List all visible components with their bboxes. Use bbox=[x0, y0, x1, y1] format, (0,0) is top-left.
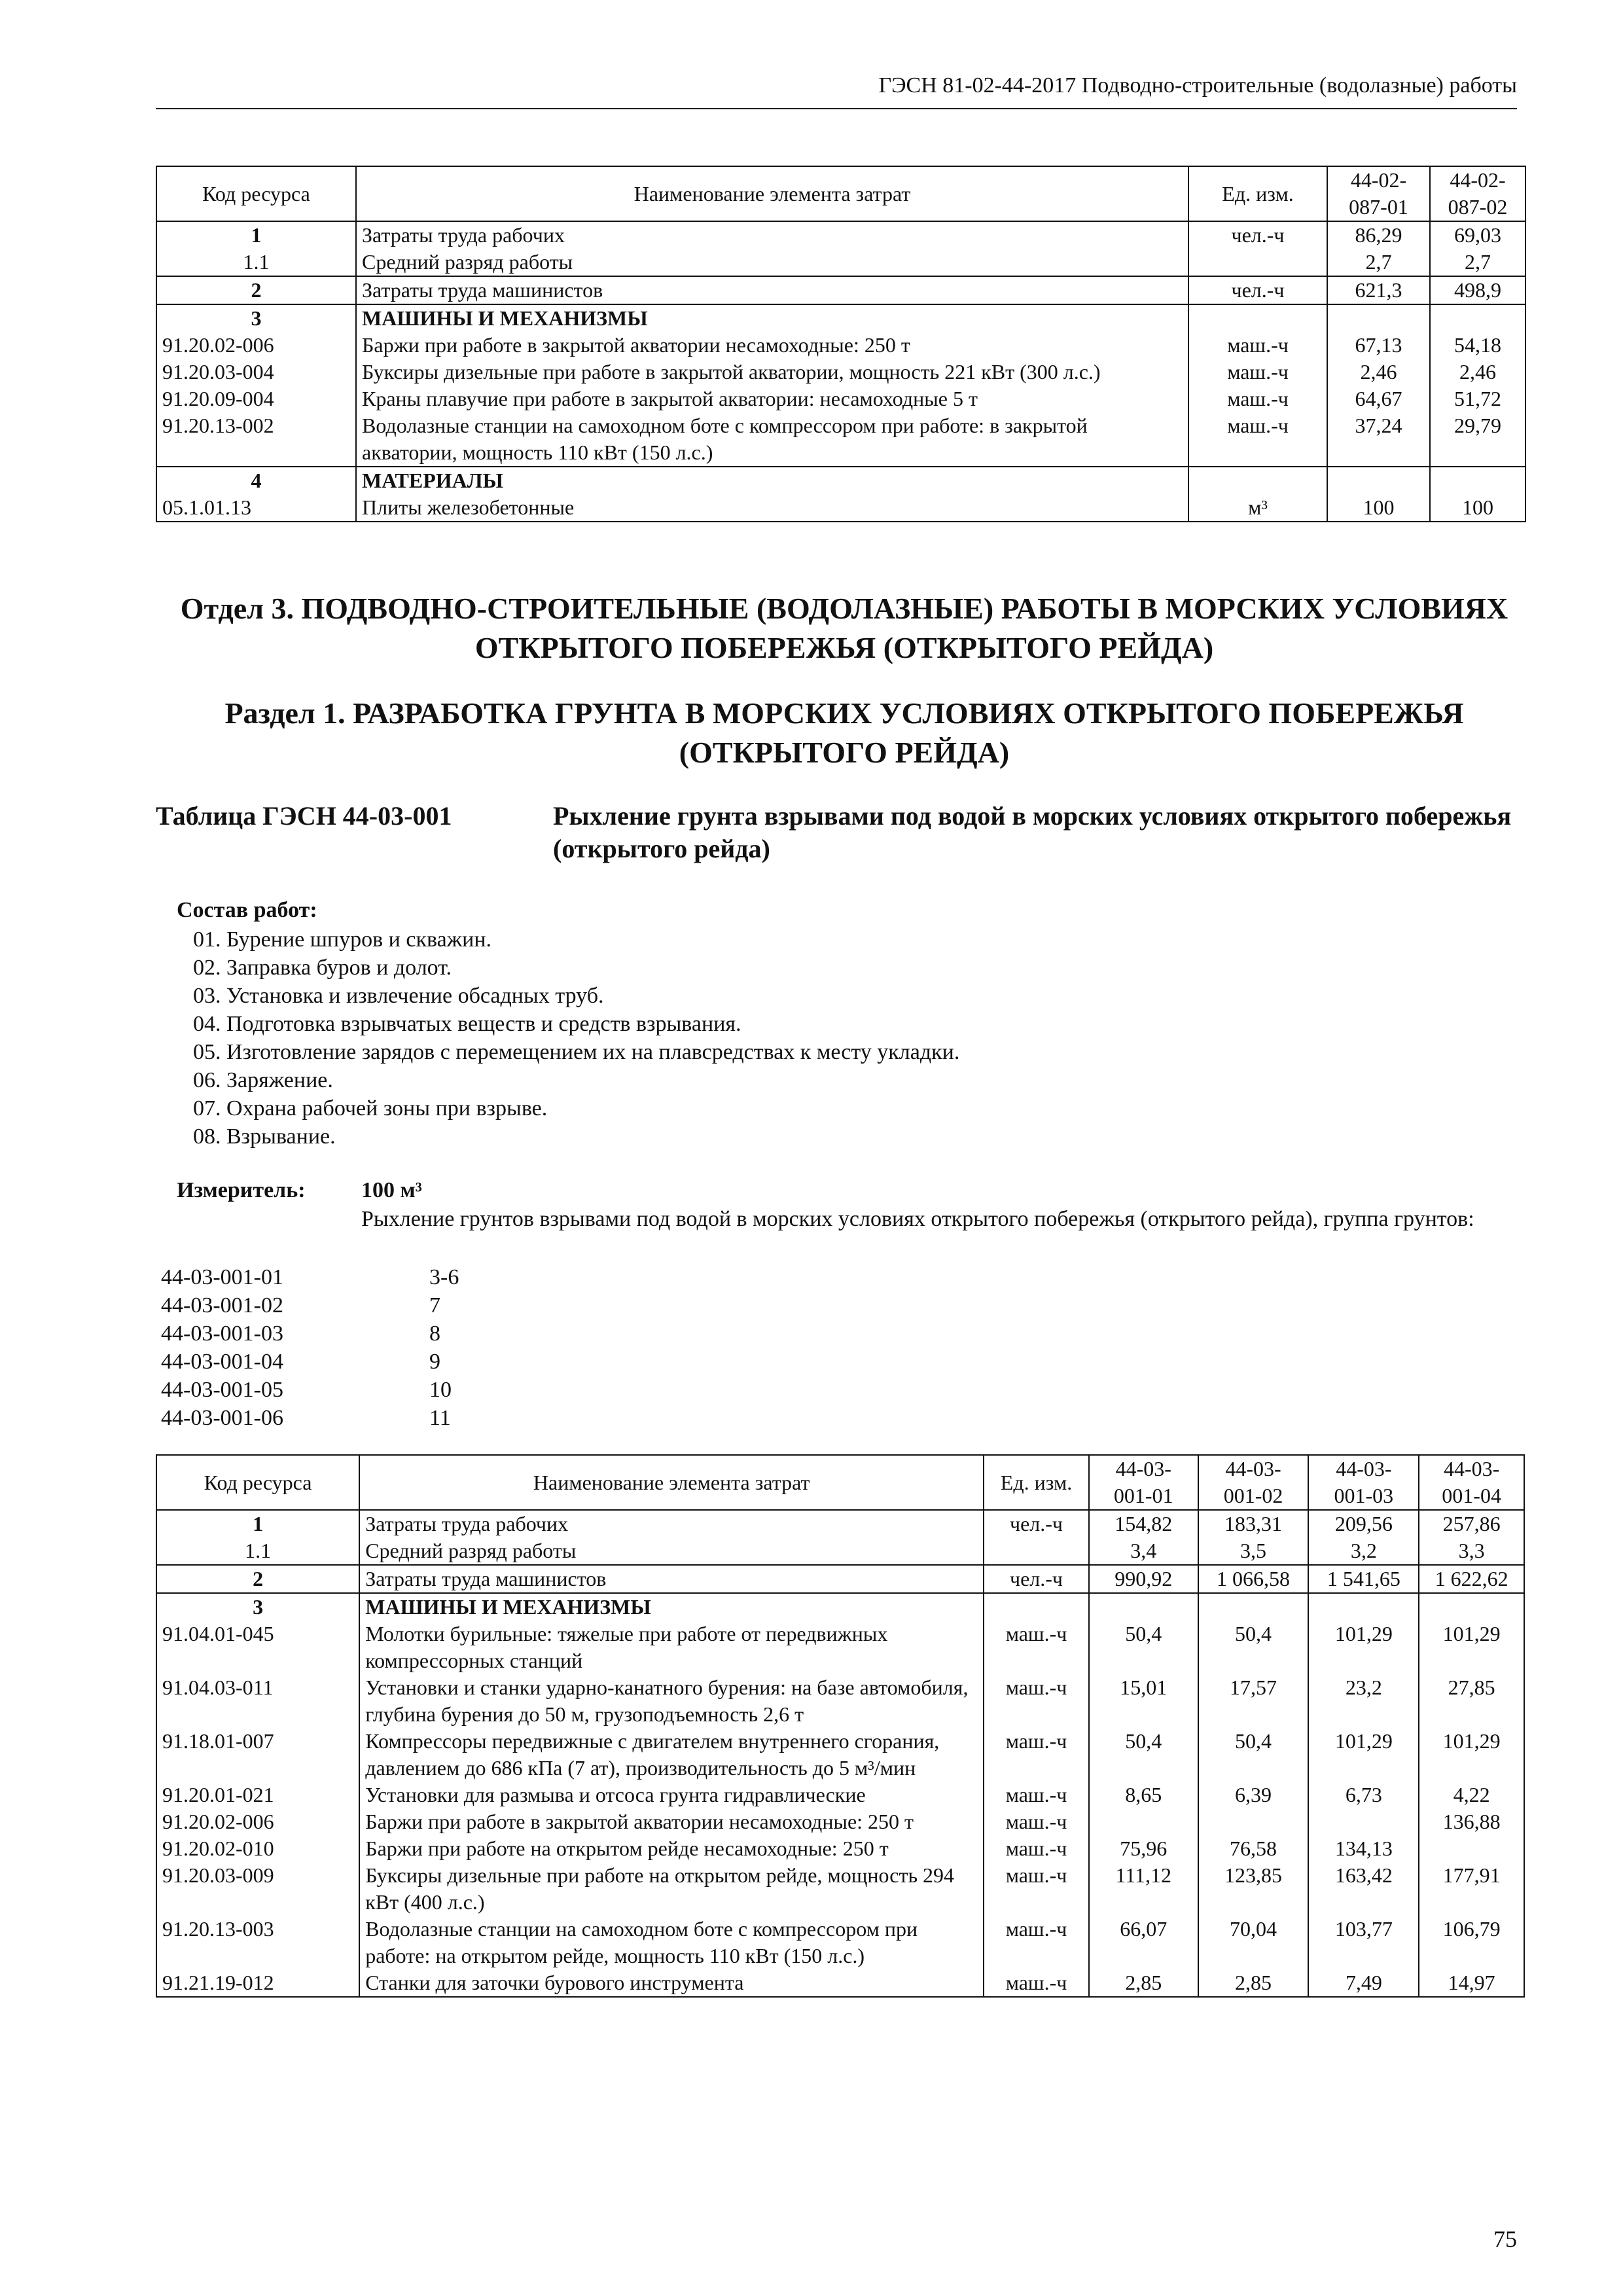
resource-code-cell: 91.20.02-006 bbox=[156, 1808, 359, 1835]
table-row bbox=[156, 1728, 1524, 1782]
table-row bbox=[156, 332, 1525, 359]
unit-cell bbox=[984, 1537, 1089, 1565]
value-cell: 66,07 bbox=[1089, 1916, 1198, 1969]
table-row bbox=[156, 1593, 1524, 1621]
value-cell: 123,85 bbox=[1198, 1862, 1309, 1916]
table-name-label: Рыхление грунта взрывами под водой в морских условиях открытого побережья (открытого рейда) bbox=[553, 801, 1512, 863]
unit-cell: маш.-ч bbox=[984, 1782, 1089, 1808]
value-cell: 75,96 bbox=[1089, 1835, 1198, 1862]
unit-cell bbox=[1188, 467, 1327, 494]
col-header-name: Наименование элемента затрат bbox=[359, 1455, 984, 1510]
norm-code-row bbox=[161, 1291, 508, 1319]
value-cell: 69,03 bbox=[1430, 221, 1525, 249]
unit-cell: маш.-ч bbox=[984, 1621, 1089, 1674]
value-cell: 2,46 bbox=[1430, 359, 1525, 386]
work-composition-heading: Состав работ: bbox=[177, 898, 317, 922]
unit-cell: маш.-ч bbox=[984, 1916, 1089, 1969]
value-cell: 3,2 bbox=[1308, 1537, 1419, 1565]
table-row bbox=[156, 494, 1525, 522]
value-cell: 101,29 bbox=[1308, 1621, 1419, 1674]
table-row bbox=[156, 221, 1525, 249]
table-row bbox=[156, 1782, 1524, 1808]
soil-group: 9 bbox=[429, 1350, 440, 1374]
col-header-norm: 44-03- 001-04 bbox=[1419, 1455, 1524, 1510]
value-cell bbox=[1089, 1593, 1198, 1621]
unit-cell: маш.-ч bbox=[984, 1835, 1089, 1862]
value-cell: 1 541,65 bbox=[1308, 1565, 1419, 1593]
norm-code: 44-03-001-05 bbox=[161, 1378, 283, 1402]
value-cell bbox=[1419, 1835, 1524, 1862]
unit-cell: маш.-ч bbox=[984, 1862, 1089, 1916]
resource-code-cell: 4 bbox=[156, 467, 356, 494]
resource-code-cell: 91.20.02-006 bbox=[156, 332, 356, 359]
resource-code-cell: 3 bbox=[156, 304, 356, 332]
value-cell: 50,4 bbox=[1198, 1728, 1309, 1782]
value-cell: 257,86 bbox=[1419, 1510, 1524, 1537]
table-row bbox=[156, 1621, 1524, 1674]
resource-code-cell: 1.1 bbox=[156, 249, 356, 276]
unit-cell: маш.-ч bbox=[984, 1674, 1089, 1728]
resource-name-cell: Плиты железобетонные bbox=[356, 494, 1188, 522]
value-cell: 64,67 bbox=[1327, 386, 1430, 412]
work-step-item: 04. Подготовка взрывчатых веществ и средств взрывания. bbox=[193, 1012, 741, 1036]
soil-group: 8 bbox=[429, 1321, 440, 1346]
value-cell: 101,29 bbox=[1308, 1728, 1419, 1782]
value-cell: 2,7 bbox=[1327, 249, 1430, 276]
resource-code-cell: 91.20.03-009 bbox=[156, 1862, 359, 1916]
resource-name-cell: Буксиры дизельные при работе на открытом рейде, мощность 294 кВт (400 л.с.) bbox=[359, 1862, 984, 1916]
col-header-code: Код ресурса bbox=[156, 166, 356, 221]
resource-table-44-02-087 bbox=[156, 166, 1526, 522]
value-cell: 101,29 bbox=[1419, 1728, 1524, 1782]
value-cell: 177,91 bbox=[1419, 1862, 1524, 1916]
value-cell: 27,85 bbox=[1419, 1674, 1524, 1728]
unit-cell: маш.-ч bbox=[1188, 412, 1327, 467]
resource-code-cell: 1 bbox=[156, 221, 356, 249]
unit-cell bbox=[1188, 249, 1327, 276]
resource-name-cell: МАТЕРИАЛЫ bbox=[356, 467, 1188, 494]
value-cell: 990,92 bbox=[1089, 1565, 1198, 1593]
value-cell: 3,3 bbox=[1419, 1537, 1524, 1565]
soil-group: 10 bbox=[429, 1378, 452, 1402]
value-cell: 17,57 bbox=[1198, 1674, 1309, 1728]
resource-name-cell: Установки и станки ударно-канатного бурения: на базе автомобиля, глубина бурения до 50 м, грузоподъемность 2,6 т bbox=[359, 1674, 984, 1728]
resource-name-cell: МАШИНЫ И МЕХАНИЗМЫ bbox=[359, 1593, 984, 1621]
table-row bbox=[156, 276, 1525, 304]
value-cell: 86,29 bbox=[1327, 221, 1430, 249]
value-cell: 163,42 bbox=[1308, 1862, 1419, 1916]
value-cell: 2,7 bbox=[1430, 249, 1525, 276]
resource-code-cell: 91.20.03-004 bbox=[156, 359, 356, 386]
resource-code-cell: 3 bbox=[156, 1593, 359, 1621]
value-cell: 15,01 bbox=[1089, 1674, 1198, 1728]
value-cell: 621,3 bbox=[1327, 276, 1430, 304]
work-step-item: 03. Установка и извлечение обсадных труб. bbox=[193, 984, 604, 1008]
value-cell: 136,88 bbox=[1419, 1808, 1524, 1835]
value-cell bbox=[1308, 1593, 1419, 1621]
measure-label: Измеритель: bbox=[177, 1178, 306, 1202]
soil-group: 11 bbox=[429, 1406, 451, 1430]
value-cell: 6,39 bbox=[1198, 1782, 1309, 1808]
resource-name-cell: Компрессоры передвижные с двигателем внутреннего сгорания, давлением до 686 кПа (7 ат), производительность до 5 м³/мин bbox=[359, 1728, 984, 1782]
norm-code: 44-03-001-02 bbox=[161, 1293, 283, 1318]
col-header-code: Код ресурса bbox=[156, 1455, 359, 1510]
value-cell: 76,58 bbox=[1198, 1835, 1309, 1862]
value-cell: 134,13 bbox=[1308, 1835, 1419, 1862]
norm-code-row bbox=[161, 1404, 508, 1432]
unit-cell bbox=[984, 1593, 1089, 1621]
value-cell: 209,56 bbox=[1308, 1510, 1419, 1537]
section-otdel-title: Отдел 3. ПОДВОДНО-СТРОИТЕЛЬНЫЕ (ВОДОЛАЗНЫЕ) РАБОТЫ В МОРСКИХ УСЛОВИЯХ ОТКРЫТОГО ПОБЕРЕЖЬЯ (ОТКРЫТОГО РЕЙДА) bbox=[180, 592, 1508, 664]
value-cell bbox=[1430, 467, 1525, 494]
value-cell: 54,18 bbox=[1430, 332, 1525, 359]
table-row bbox=[156, 1537, 1524, 1565]
work-step-item: 01. Бурение шпуров и скважин. bbox=[193, 927, 492, 952]
table-row bbox=[156, 1916, 1524, 1969]
unit-cell: маш.-ч bbox=[1188, 359, 1327, 386]
work-step-item: 02. Заправка буров и долот. bbox=[193, 956, 452, 980]
resource-name-cell: Средний разряд работы bbox=[359, 1537, 984, 1565]
norm-code: 44-03-001-03 bbox=[161, 1321, 283, 1346]
unit-cell: маш.-ч bbox=[1188, 332, 1327, 359]
resource-name-cell: Баржи при работе в закрытой акватории несамоходные: 250 т bbox=[356, 332, 1188, 359]
value-cell: 498,9 bbox=[1430, 276, 1525, 304]
table-row bbox=[156, 1835, 1524, 1862]
col-header-unit: Ед. изм. bbox=[984, 1455, 1089, 1510]
value-cell: 14,97 bbox=[1419, 1969, 1524, 1997]
value-cell: 70,04 bbox=[1198, 1916, 1309, 1969]
resource-name-cell: Затраты труда машинистов bbox=[356, 276, 1188, 304]
resource-name-cell: Буксиры дизельные при работе в закрытой акватории, мощность 221 кВт (300 л.с.) bbox=[356, 359, 1188, 386]
resource-code-cell: 1.1 bbox=[156, 1537, 359, 1565]
resource-code-cell: 2 bbox=[156, 1565, 359, 1593]
soil-group: 7 bbox=[429, 1293, 440, 1318]
page-header-title: ГЭСН 81-02-44-2017 Подводно-строительные (водолазные) работы bbox=[878, 73, 1517, 98]
resource-name-cell: Водолазные станции на самоходном боте с компрессором при работе: на открытом рейде, мощность 110 кВт (150 л.с.) bbox=[359, 1916, 984, 1969]
col-header-unit: Ед. изм. bbox=[1188, 166, 1327, 221]
resource-name-cell: Затраты труда машинистов bbox=[359, 1565, 984, 1593]
value-cell: 106,79 bbox=[1419, 1916, 1524, 1969]
value-cell: 101,29 bbox=[1419, 1621, 1524, 1674]
value-cell: 4,22 bbox=[1419, 1782, 1524, 1808]
unit-cell: маш.-ч bbox=[984, 1728, 1089, 1782]
value-cell bbox=[1419, 1593, 1524, 1621]
value-cell: 23,2 bbox=[1308, 1674, 1419, 1728]
resource-code-cell: 91.20.13-003 bbox=[156, 1916, 359, 1969]
value-cell bbox=[1089, 1808, 1198, 1835]
unit-cell: чел.-ч bbox=[984, 1510, 1089, 1537]
value-cell: 100 bbox=[1430, 494, 1525, 522]
norm-code-row bbox=[161, 1348, 508, 1376]
norm-code: 44-03-001-06 bbox=[161, 1406, 283, 1430]
unit-cell: маш.-ч bbox=[1188, 386, 1327, 412]
col-header-norm: 44-03- 001-02 bbox=[1198, 1455, 1309, 1510]
value-cell: 2,46 bbox=[1327, 359, 1430, 386]
value-cell: 100 bbox=[1327, 494, 1430, 522]
table-row bbox=[156, 412, 1525, 467]
resource-code-cell: 91.21.19-012 bbox=[156, 1969, 359, 1997]
unit-cell: маш.-ч bbox=[984, 1808, 1089, 1835]
resource-code-cell: 91.20.02-010 bbox=[156, 1835, 359, 1862]
table-row bbox=[156, 467, 1525, 494]
work-composition-list bbox=[193, 925, 959, 1151]
resource-code-cell: 91.20.09-004 bbox=[156, 386, 356, 412]
work-step-item: 05. Изготовление зарядов с перемещением их на плавсредствах к месту укладки. bbox=[193, 1040, 960, 1064]
table-code-label: Таблица ГЭСН 44-03-001 bbox=[156, 801, 452, 831]
table-row bbox=[156, 304, 1525, 332]
value-cell: 3,5 bbox=[1198, 1537, 1309, 1565]
measure-value: 100 м³ bbox=[361, 1178, 422, 1202]
resource-name-cell: Водолазные станции на самоходном боте с компрессором при работе: в закрытой акватории, мощность 110 кВт (150 л.с.) bbox=[356, 412, 1188, 467]
work-step-item: 06. Заряжение. bbox=[193, 1068, 333, 1092]
value-cell: 1 066,58 bbox=[1198, 1565, 1309, 1593]
norm-code-row bbox=[161, 1376, 508, 1404]
col-header-norm: 44-02- 087-01 bbox=[1327, 166, 1430, 221]
unit-cell: чел.-ч bbox=[1188, 276, 1327, 304]
table-row bbox=[156, 1862, 1524, 1916]
resource-name-cell: Затраты труда рабочих bbox=[359, 1510, 984, 1537]
value-cell: 29,79 bbox=[1430, 412, 1525, 467]
value-cell: 111,12 bbox=[1089, 1862, 1198, 1916]
value-cell bbox=[1198, 1808, 1309, 1835]
value-cell bbox=[1308, 1808, 1419, 1835]
resource-code-cell: 2 bbox=[156, 276, 356, 304]
value-cell bbox=[1198, 1593, 1309, 1621]
unit-cell: чел.-ч bbox=[984, 1565, 1089, 1593]
norm-code-row bbox=[161, 1319, 508, 1348]
value-cell: 2,85 bbox=[1198, 1969, 1309, 1997]
resource-code-cell: 91.04.01-045 bbox=[156, 1621, 359, 1674]
norm-code: 44-03-001-04 bbox=[161, 1350, 283, 1374]
value-cell bbox=[1327, 467, 1430, 494]
value-cell: 103,77 bbox=[1308, 1916, 1419, 1969]
value-cell: 7,49 bbox=[1308, 1969, 1419, 1997]
value-cell bbox=[1327, 304, 1430, 332]
resource-code-cell: 05.1.01.13 bbox=[156, 494, 356, 522]
unit-cell: м³ bbox=[1188, 494, 1327, 522]
table-row bbox=[156, 386, 1525, 412]
value-cell: 51,72 bbox=[1430, 386, 1525, 412]
resource-code-cell: 91.20.13-002 bbox=[156, 412, 356, 467]
value-cell: 50,4 bbox=[1198, 1621, 1309, 1674]
soil-group: 3-6 bbox=[429, 1265, 459, 1289]
resource-name-cell: Баржи при работе на открытом рейде несамоходные: 250 т bbox=[359, 1835, 984, 1862]
value-cell: 37,24 bbox=[1327, 412, 1430, 467]
section-razdel-title: Раздел 1. РАЗРАБОТКА ГРУНТА В МОРСКИХ УСЛОВИЯХ ОТКРЫТОГО ПОБЕРЕЖЬЯ (ОТКРЫТОГО РЕЙДА) bbox=[224, 696, 1464, 769]
value-cell: 8,65 bbox=[1089, 1782, 1198, 1808]
col-header-name: Наименование элемента затрат bbox=[356, 166, 1188, 221]
resource-name-cell: МАШИНЫ И МЕХАНИЗМЫ bbox=[356, 304, 1188, 332]
resource-name-cell: Краны плавучие при работе в закрытой акватории: несамоходные 5 т bbox=[356, 386, 1188, 412]
value-cell: 1 622,62 bbox=[1419, 1565, 1524, 1593]
value-cell: 6,73 bbox=[1308, 1782, 1419, 1808]
table-row bbox=[156, 1674, 1524, 1728]
page-number: 75 bbox=[1493, 2226, 1517, 2252]
value-cell: 3,4 bbox=[1089, 1537, 1198, 1565]
resource-code-cell: 91.18.01-007 bbox=[156, 1728, 359, 1782]
value-cell: 183,31 bbox=[1198, 1510, 1309, 1537]
unit-cell bbox=[1188, 304, 1327, 332]
value-cell: 50,4 bbox=[1089, 1621, 1198, 1674]
resource-code-cell: 1 bbox=[156, 1510, 359, 1537]
table-row bbox=[156, 1969, 1524, 1997]
resource-name-cell: Установки для размыва и отсоса грунта гидравлические bbox=[359, 1782, 984, 1808]
table-row bbox=[156, 1510, 1524, 1537]
norm-codes-list bbox=[161, 1263, 508, 1432]
table-row bbox=[156, 1565, 1524, 1593]
norm-code-row bbox=[161, 1263, 508, 1291]
value-cell: 67,13 bbox=[1327, 332, 1430, 359]
resource-name-cell: Затраты труда рабочих bbox=[356, 221, 1188, 249]
table-row bbox=[156, 249, 1525, 276]
table-row bbox=[156, 359, 1525, 386]
col-header-norm: 44-03- 001-01 bbox=[1089, 1455, 1198, 1510]
resource-name-cell: Средний разряд работы bbox=[356, 249, 1188, 276]
value-cell: 2,85 bbox=[1089, 1969, 1198, 1997]
unit-cell: чел.-ч bbox=[1188, 221, 1327, 249]
value-cell: 50,4 bbox=[1089, 1728, 1198, 1782]
measure-description: Рыхление грунтов взрывами под водой в морских условиях открытого побережья (открытого рейда), группа грунтов: bbox=[361, 1207, 1474, 1231]
resource-code-cell: 91.20.01-021 bbox=[156, 1782, 359, 1808]
col-header-norm: 44-03- 001-03 bbox=[1308, 1455, 1419, 1510]
resource-table-44-03-001 bbox=[156, 1454, 1525, 1998]
resource-code-cell: 91.04.03-011 bbox=[156, 1674, 359, 1728]
unit-cell: маш.-ч bbox=[984, 1969, 1089, 1997]
value-cell: 154,82 bbox=[1089, 1510, 1198, 1537]
resource-name-cell: Баржи при работе в закрытой акватории несамоходные: 250 т bbox=[359, 1808, 984, 1835]
resource-name-cell: Молотки бурильные: тяжелые при работе от передвижных компрессорных станций bbox=[359, 1621, 984, 1674]
value-cell bbox=[1430, 304, 1525, 332]
work-step-item: 08. Взрывание. bbox=[193, 1124, 336, 1149]
resource-name-cell: Станки для заточки бурового инструмента bbox=[359, 1969, 984, 1997]
table-row bbox=[156, 1808, 1524, 1835]
col-header-norm: 44-02- 087-02 bbox=[1430, 166, 1525, 221]
header-rule bbox=[156, 108, 1517, 109]
work-step-item: 07. Охрана рабочей зоны при взрыве. bbox=[193, 1096, 548, 1121]
norm-code: 44-03-001-01 bbox=[161, 1265, 283, 1289]
